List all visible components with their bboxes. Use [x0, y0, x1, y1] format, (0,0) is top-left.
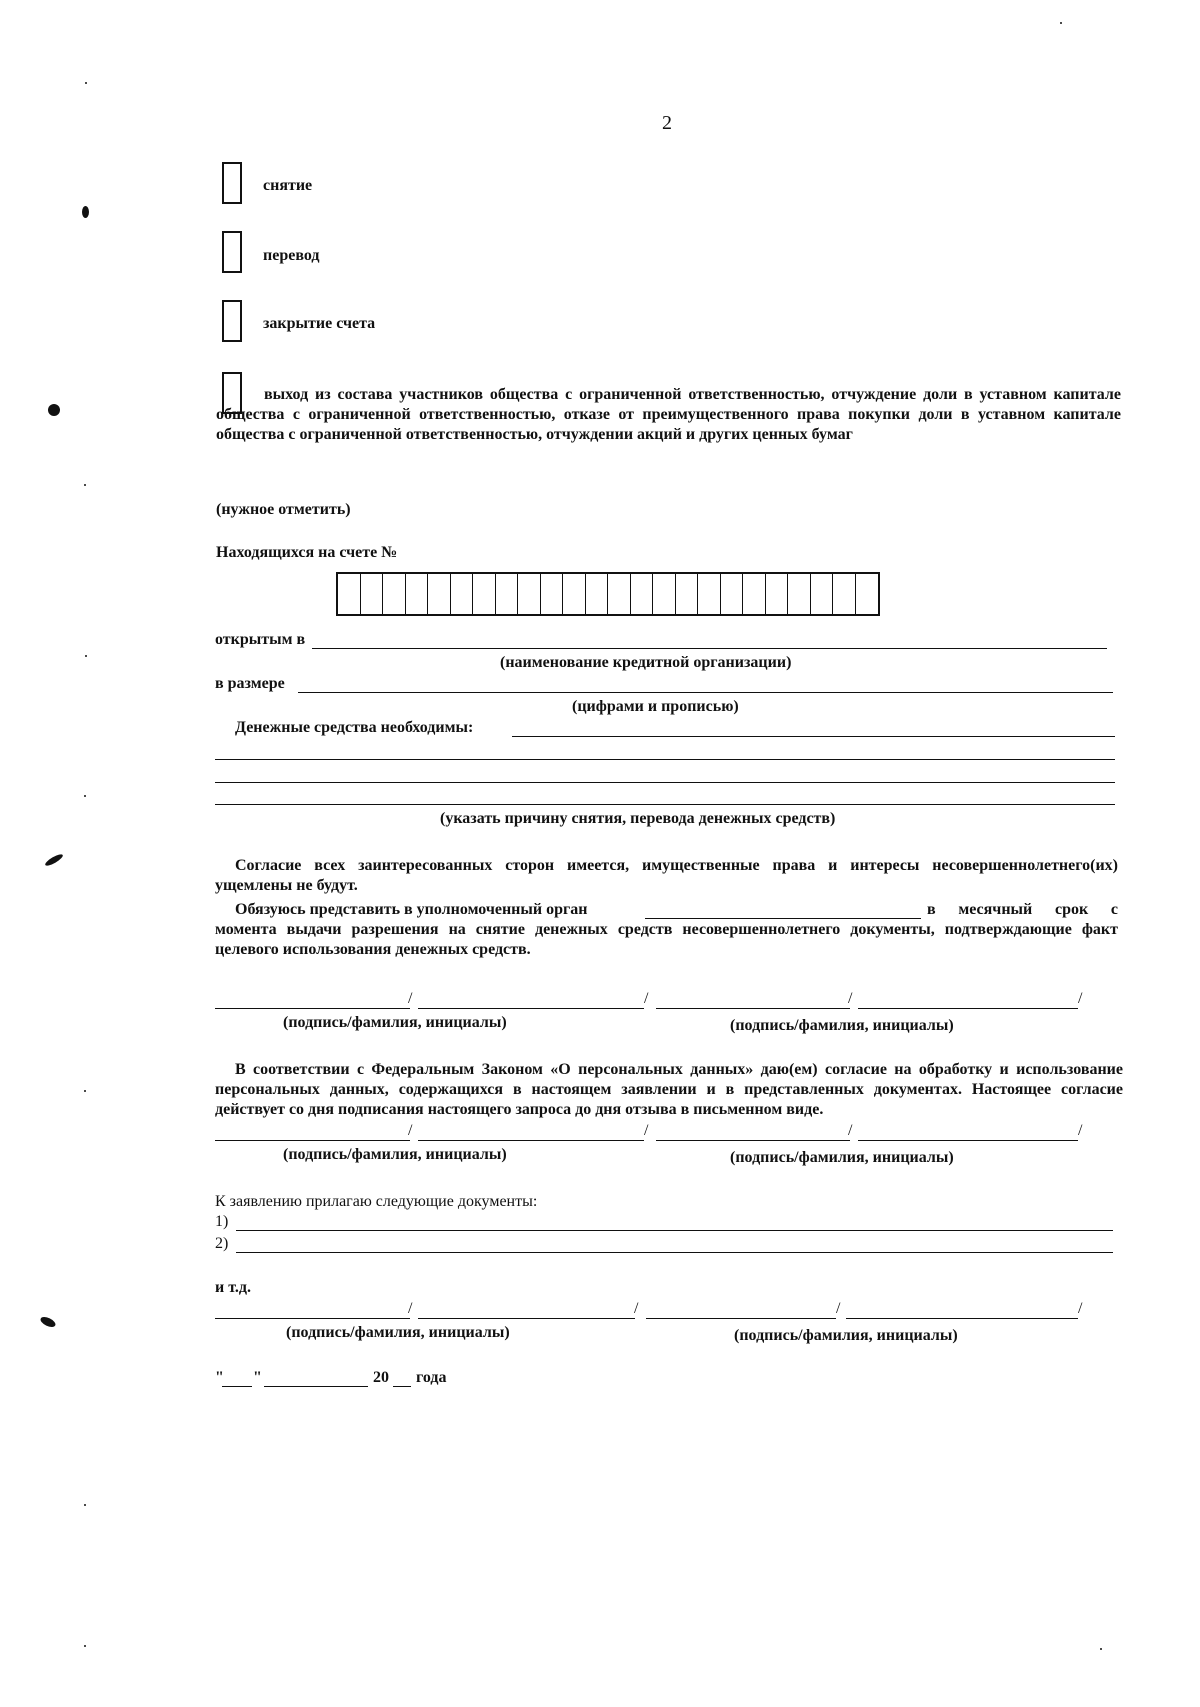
- date-year-field[interactable]: [393, 1386, 411, 1387]
- account-digit-cell[interactable]: [338, 574, 361, 614]
- name-initials-field[interactable]: [858, 1008, 1078, 1009]
- account-digit-cell[interactable]: [811, 574, 834, 614]
- signature-slash: /: [408, 1300, 413, 1317]
- account-digit-cell[interactable]: [743, 574, 766, 614]
- signature-slash: /: [408, 990, 413, 1007]
- signature-slash: /: [644, 990, 649, 1007]
- amount-field[interactable]: [298, 692, 1113, 693]
- note-mark: (нужное отметить): [216, 501, 351, 518]
- funds-needed-field-line-1[interactable]: [512, 736, 1115, 737]
- account-digit-cell[interactable]: [653, 574, 676, 614]
- option-label-transfer: перевод: [263, 247, 320, 264]
- funds-needed-field-line-2[interactable]: [215, 759, 1115, 760]
- account-digit-cell[interactable]: [563, 574, 586, 614]
- attachments-label: К заявлению прилагаю следующие документы:: [215, 1193, 538, 1210]
- funds-needed-field-line-3[interactable]: [215, 782, 1115, 783]
- account-digit-cell[interactable]: [676, 574, 699, 614]
- signature-slash: /: [634, 1300, 639, 1317]
- option-label-close-account: закрытие счета: [263, 315, 376, 332]
- attachment-field[interactable]: [236, 1252, 1113, 1253]
- account-digit-cell[interactable]: [788, 574, 811, 614]
- checkbox-close-account[interactable]: [222, 300, 242, 342]
- account-digit-cell[interactable]: [383, 574, 406, 614]
- attachment-number: 1): [215, 1213, 229, 1230]
- scan-dot: [84, 1645, 86, 1647]
- signature-field[interactable]: [215, 1318, 410, 1319]
- reason-caption: (указать причину снятия, перевода денежных средств): [440, 810, 836, 827]
- etc-label: и т.д.: [215, 1279, 251, 1296]
- account-digit-cell[interactable]: [541, 574, 564, 614]
- opened-at-label: открытым в: [215, 631, 306, 648]
- date-quote-open: ": [215, 1369, 224, 1386]
- signature-caption: (подпись/фамилия, инициалы): [286, 1324, 510, 1341]
- account-digit-cell[interactable]: [721, 574, 744, 614]
- scan-dot: [85, 655, 87, 657]
- signature-field[interactable]: [646, 1318, 836, 1319]
- signature-slash: /: [1078, 1122, 1083, 1139]
- account-digit-cell[interactable]: [766, 574, 789, 614]
- signature-field[interactable]: [656, 1140, 850, 1141]
- account-number-field[interactable]: [336, 572, 880, 616]
- personal-data-paragraph: В соответствии с Федеральным Законом «О персональных данных» даю(ем) согласие на обработку и использование персональных данных, содержащихся в настоящем заявлении и в представленных документах. Настоящее согласие действует со дня подписания настоящего запроса до дня отзыва в письменном виде.: [215, 1061, 1123, 1118]
- scan-mark: [82, 206, 89, 218]
- funds-needed-label: Денежные средства необходимы:: [235, 719, 474, 736]
- checkbox-withdrawal[interactable]: [222, 162, 242, 204]
- signature-slash: /: [408, 1122, 413, 1139]
- signature-slash: /: [1078, 1300, 1083, 1317]
- scan-mark: [48, 404, 60, 416]
- opened-at-caption: (наименование кредитной организации): [500, 654, 792, 671]
- scan-dot: [85, 82, 87, 84]
- account-digit-cell[interactable]: [698, 574, 721, 614]
- scan-dot: [84, 1504, 86, 1506]
- account-digit-cell[interactable]: [451, 574, 474, 614]
- name-initials-field[interactable]: [418, 1318, 635, 1319]
- date-month-field[interactable]: [264, 1386, 368, 1387]
- scan-dot: [84, 795, 86, 797]
- attachment-number: 2): [215, 1235, 229, 1252]
- account-digit-cell[interactable]: [406, 574, 429, 614]
- page-number: 2: [662, 112, 672, 134]
- account-digit-cell[interactable]: [586, 574, 609, 614]
- date-day-field[interactable]: [222, 1386, 252, 1387]
- amount-caption: (цифрами и прописью): [572, 698, 739, 715]
- signature-caption: (подпись/фамилия, инициалы): [734, 1327, 958, 1344]
- attachment-field[interactable]: [236, 1230, 1113, 1231]
- signature-slash: /: [644, 1122, 649, 1139]
- account-digit-cell[interactable]: [473, 574, 496, 614]
- consent-paragraph: Согласие всех заинтересованных сторон имеется, имущественные права и интересы несовершеннолетнего(их) ущемлены не будут.: [215, 857, 1118, 894]
- account-digit-cell[interactable]: [496, 574, 519, 614]
- date-year-suffix: года: [416, 1369, 447, 1386]
- account-label: Находящихся на счете №: [216, 544, 398, 561]
- account-digit-cell[interactable]: [518, 574, 541, 614]
- checkbox-transfer[interactable]: [222, 231, 242, 273]
- account-digit-cell[interactable]: [361, 574, 384, 614]
- signature-field[interactable]: [215, 1140, 410, 1141]
- signature-slash: /: [848, 990, 853, 1007]
- obligation-start: Обязуюсь представить в уполномоченный орган: [235, 901, 588, 918]
- scan-dot: [1060, 22, 1062, 24]
- option-label-llc-exit: выход из состава участников общества с ограниченной ответственностью, отчуждение доли в уставном капитале общества с ограниченной ответственностью, отказе от преимущественного права покупки доли в уставном капитале общества с ограниченной ответственностью, отчуждении акций и других ценных бумаг: [216, 386, 1121, 443]
- scan-dot: [84, 1090, 86, 1092]
- date-year-prefix: 20: [373, 1369, 389, 1386]
- account-digit-cell[interactable]: [631, 574, 654, 614]
- funds-needed-field-line-4[interactable]: [215, 804, 1115, 805]
- signature-caption: (подпись/фамилия, инициалы): [730, 1149, 954, 1166]
- name-initials-field[interactable]: [858, 1140, 1078, 1141]
- name-initials-field[interactable]: [846, 1318, 1078, 1319]
- scan-mark: [39, 1315, 57, 1329]
- signature-slash: /: [1078, 990, 1083, 1007]
- scan-dot: [1100, 1648, 1102, 1650]
- name-initials-field[interactable]: [418, 1008, 644, 1009]
- scan-mark: [44, 852, 64, 867]
- signature-slash: /: [848, 1122, 853, 1139]
- date-quote-close: ": [253, 1369, 262, 1386]
- signature-slash: /: [836, 1300, 841, 1317]
- amount-label: в размере: [215, 675, 285, 692]
- account-digit-cell[interactable]: [428, 574, 451, 614]
- account-digit-cell[interactable]: [608, 574, 631, 614]
- account-digit-cell[interactable]: [856, 574, 879, 614]
- signature-field[interactable]: [215, 1008, 410, 1009]
- scan-dot: [84, 484, 86, 486]
- opened-at-field[interactable]: [312, 648, 1107, 649]
- signature-caption: (подпись/фамилия, инициалы): [283, 1014, 507, 1031]
- signature-field[interactable]: [656, 1008, 850, 1009]
- signature-caption: (подпись/фамилия, инициалы): [730, 1017, 954, 1034]
- name-initials-field[interactable]: [418, 1140, 644, 1141]
- signature-caption: (подпись/фамилия, инициалы): [283, 1146, 507, 1163]
- obligation-end: в месячный срок с момента выдачи разрешения на снятие денежных средств несовершеннолетнего документы, подтверждающие факт целевого использования денежных средств.: [215, 901, 1118, 958]
- option-label-withdrawal: снятие: [263, 177, 313, 194]
- account-digit-cell[interactable]: [833, 574, 856, 614]
